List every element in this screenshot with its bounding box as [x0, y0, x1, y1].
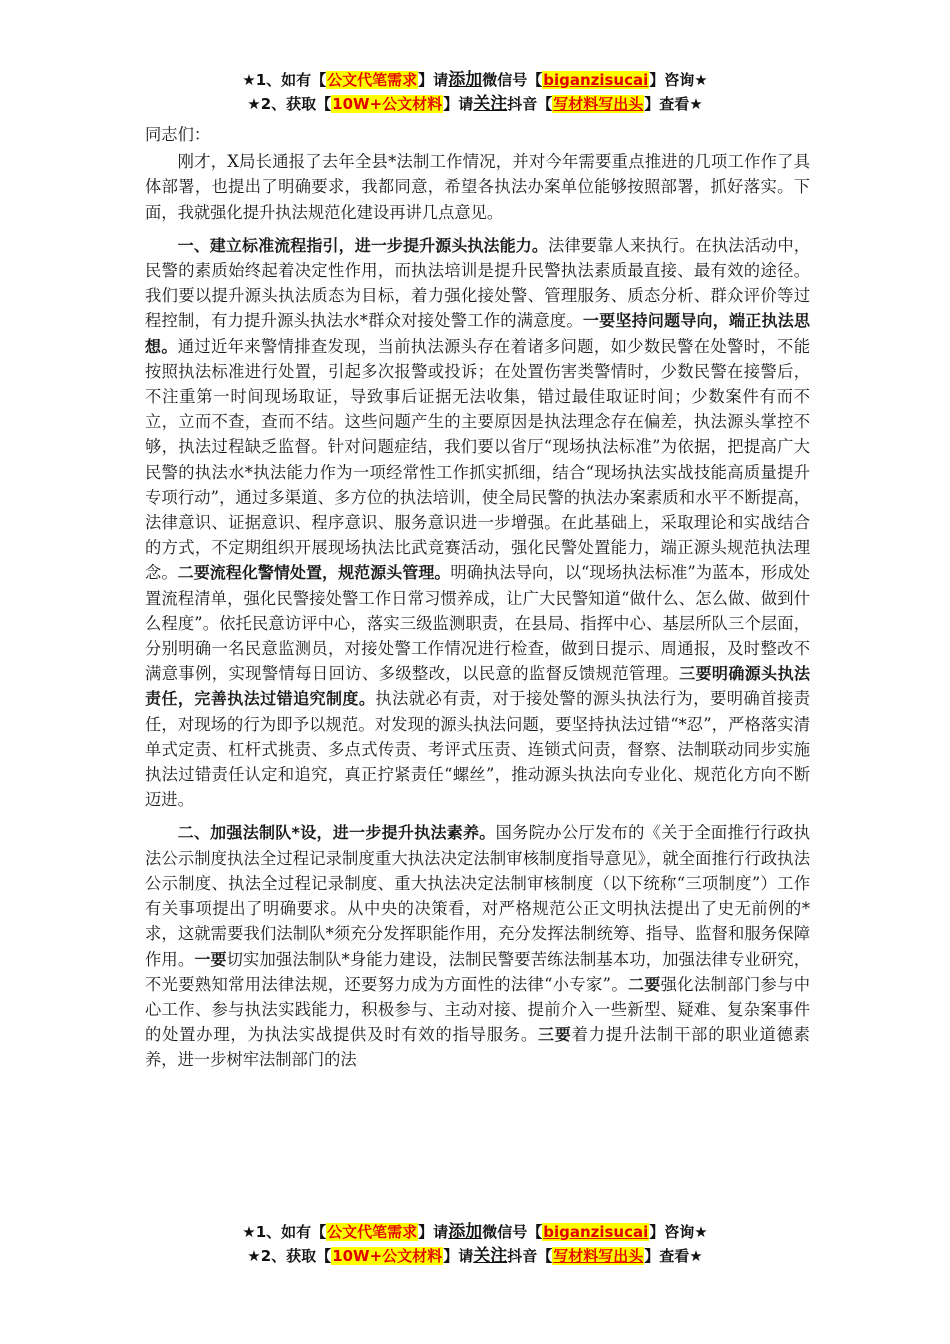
emphasis-text: 添加 [448, 70, 483, 90]
document-body [145, 122, 810, 1081]
promo-line-2 [0, 92, 950, 116]
promo-text: 】请 [418, 71, 449, 89]
promo-text: ★2、获取【 [247, 95, 332, 113]
section-2-paragraph [145, 820, 810, 1072]
body-text: 国务院办公厅发布的《关于全面推行行政执法公示制度执法全过程记录制度重大执法决定法制审核制度指导意见》，就全面推行行政执法公示制度、执法全过程记录制度、重大执法决定法制审核制度（以下统称“三项制度”）工作有关事项提出了明确要求。从中央的决策看，对严格规范公正文明执法提出了史无前例的*求，这就需要我们法制队*须充分发挥职能作用，充分发挥法制统筹、指导、监督和服务保障作用。 [145, 823, 810, 969]
promo-line-1 [0, 1220, 950, 1244]
promo-text: 】请 [443, 95, 474, 113]
emphasis-text: 添加 [448, 1222, 483, 1242]
subpoint-heading: 二要流程化警情处置，规范源头管理。 [177, 563, 451, 583]
subpoint-heading: 三要明确源头执法责任，完善执法过错追究制度。 [145, 664, 810, 709]
body-text: 法律要靠人来执行。在执法活动中，民警的素质始终起着决定性作用，而执法培训是提升民警执法素质最直接、最有效的途径。我们要以提升源头执法质态为目标，着力强化接处警、管理服务、质态分析、群众评价等过程控制，有力提升源头执法水*群众对接处警工作的满意度。 [145, 235, 810, 331]
promo-text: 微信号【 [482, 1223, 543, 1241]
body-text: 通过近年来警情排查发现，当前执法源头存在着诸多问题，如少数民警在处警时，不能按照执法标准进行处置，引起多次报警或投诉；在处置伤害类警情时，少数民警在接警后，不注重第一时间现场取证，导致事后证据无法收集，错过最佳取证时间；少数案件有而不立，立而不查，查而不结。这些问题产生的主要原因是执法理念存在偏差，执法源头掌控不够，执法过程缺乏监督。针对问题症结，我们要以省厅“现场执法标准”为依据，把提高广大民警的执法水*执法能力作为一项经常性工作抓实抓细，结合“现场执法实战技能高质量提升专项行动”，通过多渠道、多方位的执法培训，使全局民警的执法办案素质和水平不断提高，法律意识、证据意识、程序意识、服务意识进一步增强。在此基础上，采取理论和实战结合的方式，不定期组织开展现场执法比武竞赛活动，强化民警处置能力，端正源头规范执法理念。 [145, 336, 810, 583]
promo-text: 】查看★ [644, 1247, 703, 1265]
subpoint-heading: 三要 [537, 1025, 572, 1045]
body-text: 强化法制部门参与中心工作、参与执法实践能力，积极参与、主动对接、提前介入一些新型、疑难、复杂案事件的处置办理，为执法实战提供及时有效的指导服务。 [145, 974, 810, 1045]
promo-text: 】咨询★ [649, 71, 708, 89]
highlight-wechat-id: biganzisucai [543, 71, 649, 89]
highlight-wechat-id: biganzisucai [543, 1223, 649, 1241]
highlight-douyin-account: 写材料写出头 [553, 95, 644, 113]
body-text: 着力提升法制干部的职业道德素养，进一步树牢法制部门的法 [145, 1025, 810, 1070]
promo-text: ★2、获取【 [247, 1247, 332, 1265]
promo-text: 微信号【 [482, 71, 543, 89]
highlight-service: 公文代笔需求 [327, 1223, 418, 1241]
emphasis-text: 关注 [473, 1246, 508, 1266]
promo-text: 抖音【 [507, 1247, 553, 1265]
highlight-materials: 10W+公文材料 [332, 1247, 443, 1265]
promo-line-1 [0, 68, 950, 92]
promo-banner-top [0, 68, 950, 116]
intro-paragraph: 刚才，X局长通报了去年全县*法制工作情况，并对今年需要重点推进的几项工作作了具体部署，也提出了明确要求，我都同意，希望各执法办案单位能够按照部署，抓好落实。下面，我就强化提升执法规范化建设再讲几点意见。 [145, 152, 810, 222]
promo-text: 】查看★ [644, 95, 703, 113]
promo-text: 】咨询★ [649, 1223, 708, 1241]
emphasis-text: 关注 [473, 94, 508, 114]
promo-text: 】请 [418, 1223, 449, 1241]
promo-text: ★1、如有【 [242, 1223, 327, 1241]
promo-line-2 [0, 1244, 950, 1268]
highlight-service: 公文代笔需求 [327, 71, 418, 89]
body-text: 执法就必有责，对于接处警的源头执法行为，要明确首接责任，对现场的行为即予以规范。对发现的源头执法问题，要坚持执法过错“*忍”，严格落实清单式定责、杠杆式挑责、多点式传责、考评式压责、连锁式问责，督察、法制联动同步实施执法过错责任认定和追究，真正拧紧责任“螺丝”，推动源头执法向专业化、规范化方向不断迈进。 [145, 689, 810, 810]
subpoint-heading: 一要坚持问题导向，端正执法思想。 [145, 311, 810, 356]
greeting: 同志们： [145, 125, 211, 144]
highlight-materials: 10W+公文材料 [332, 95, 443, 113]
subpoint-heading: 一要 [194, 949, 227, 969]
highlight-douyin-account: 写材料写出头 [553, 1247, 644, 1265]
section-1-heading: 一、建立标准流程指引，进一步提升源头执法能力。 [177, 235, 548, 255]
promo-text: 】请 [443, 1247, 474, 1265]
promo-text: 抖音【 [507, 95, 553, 113]
body-text: 明确执法导向，以“现场执法标准”为蓝本，形成处置流程清单，强化民警接处警工作日常习惯养成，让广大民警知道“做什么、怎么做、做到什么程度”。依托民意访评中心，落实三级监测职责，在县局、指挥中心、基层所队三个层面，分别明确一名民意监测员，对接处警工作情况进行检查，做到日提示、周通报，及时整改不满意事例，实现警情每日回访、多级整改，以民意的监督反馈规范管理。 [145, 563, 810, 684]
section-1-paragraph [145, 233, 810, 813]
promo-banner-bottom [0, 1220, 950, 1268]
subpoint-heading: 二要 [627, 974, 661, 994]
section-2-heading: 二、加强法制队*设，进一步提升执法素养。 [177, 823, 496, 843]
body-text: 切实加强法制队*身能力建设，法制民警要苦练法制基本功，加强法律专业研究，不光要熟知常用法律法规，还要努力成为方面性的法律“小专家”。 [145, 949, 810, 994]
promo-text: ★1、如有【 [242, 71, 327, 89]
